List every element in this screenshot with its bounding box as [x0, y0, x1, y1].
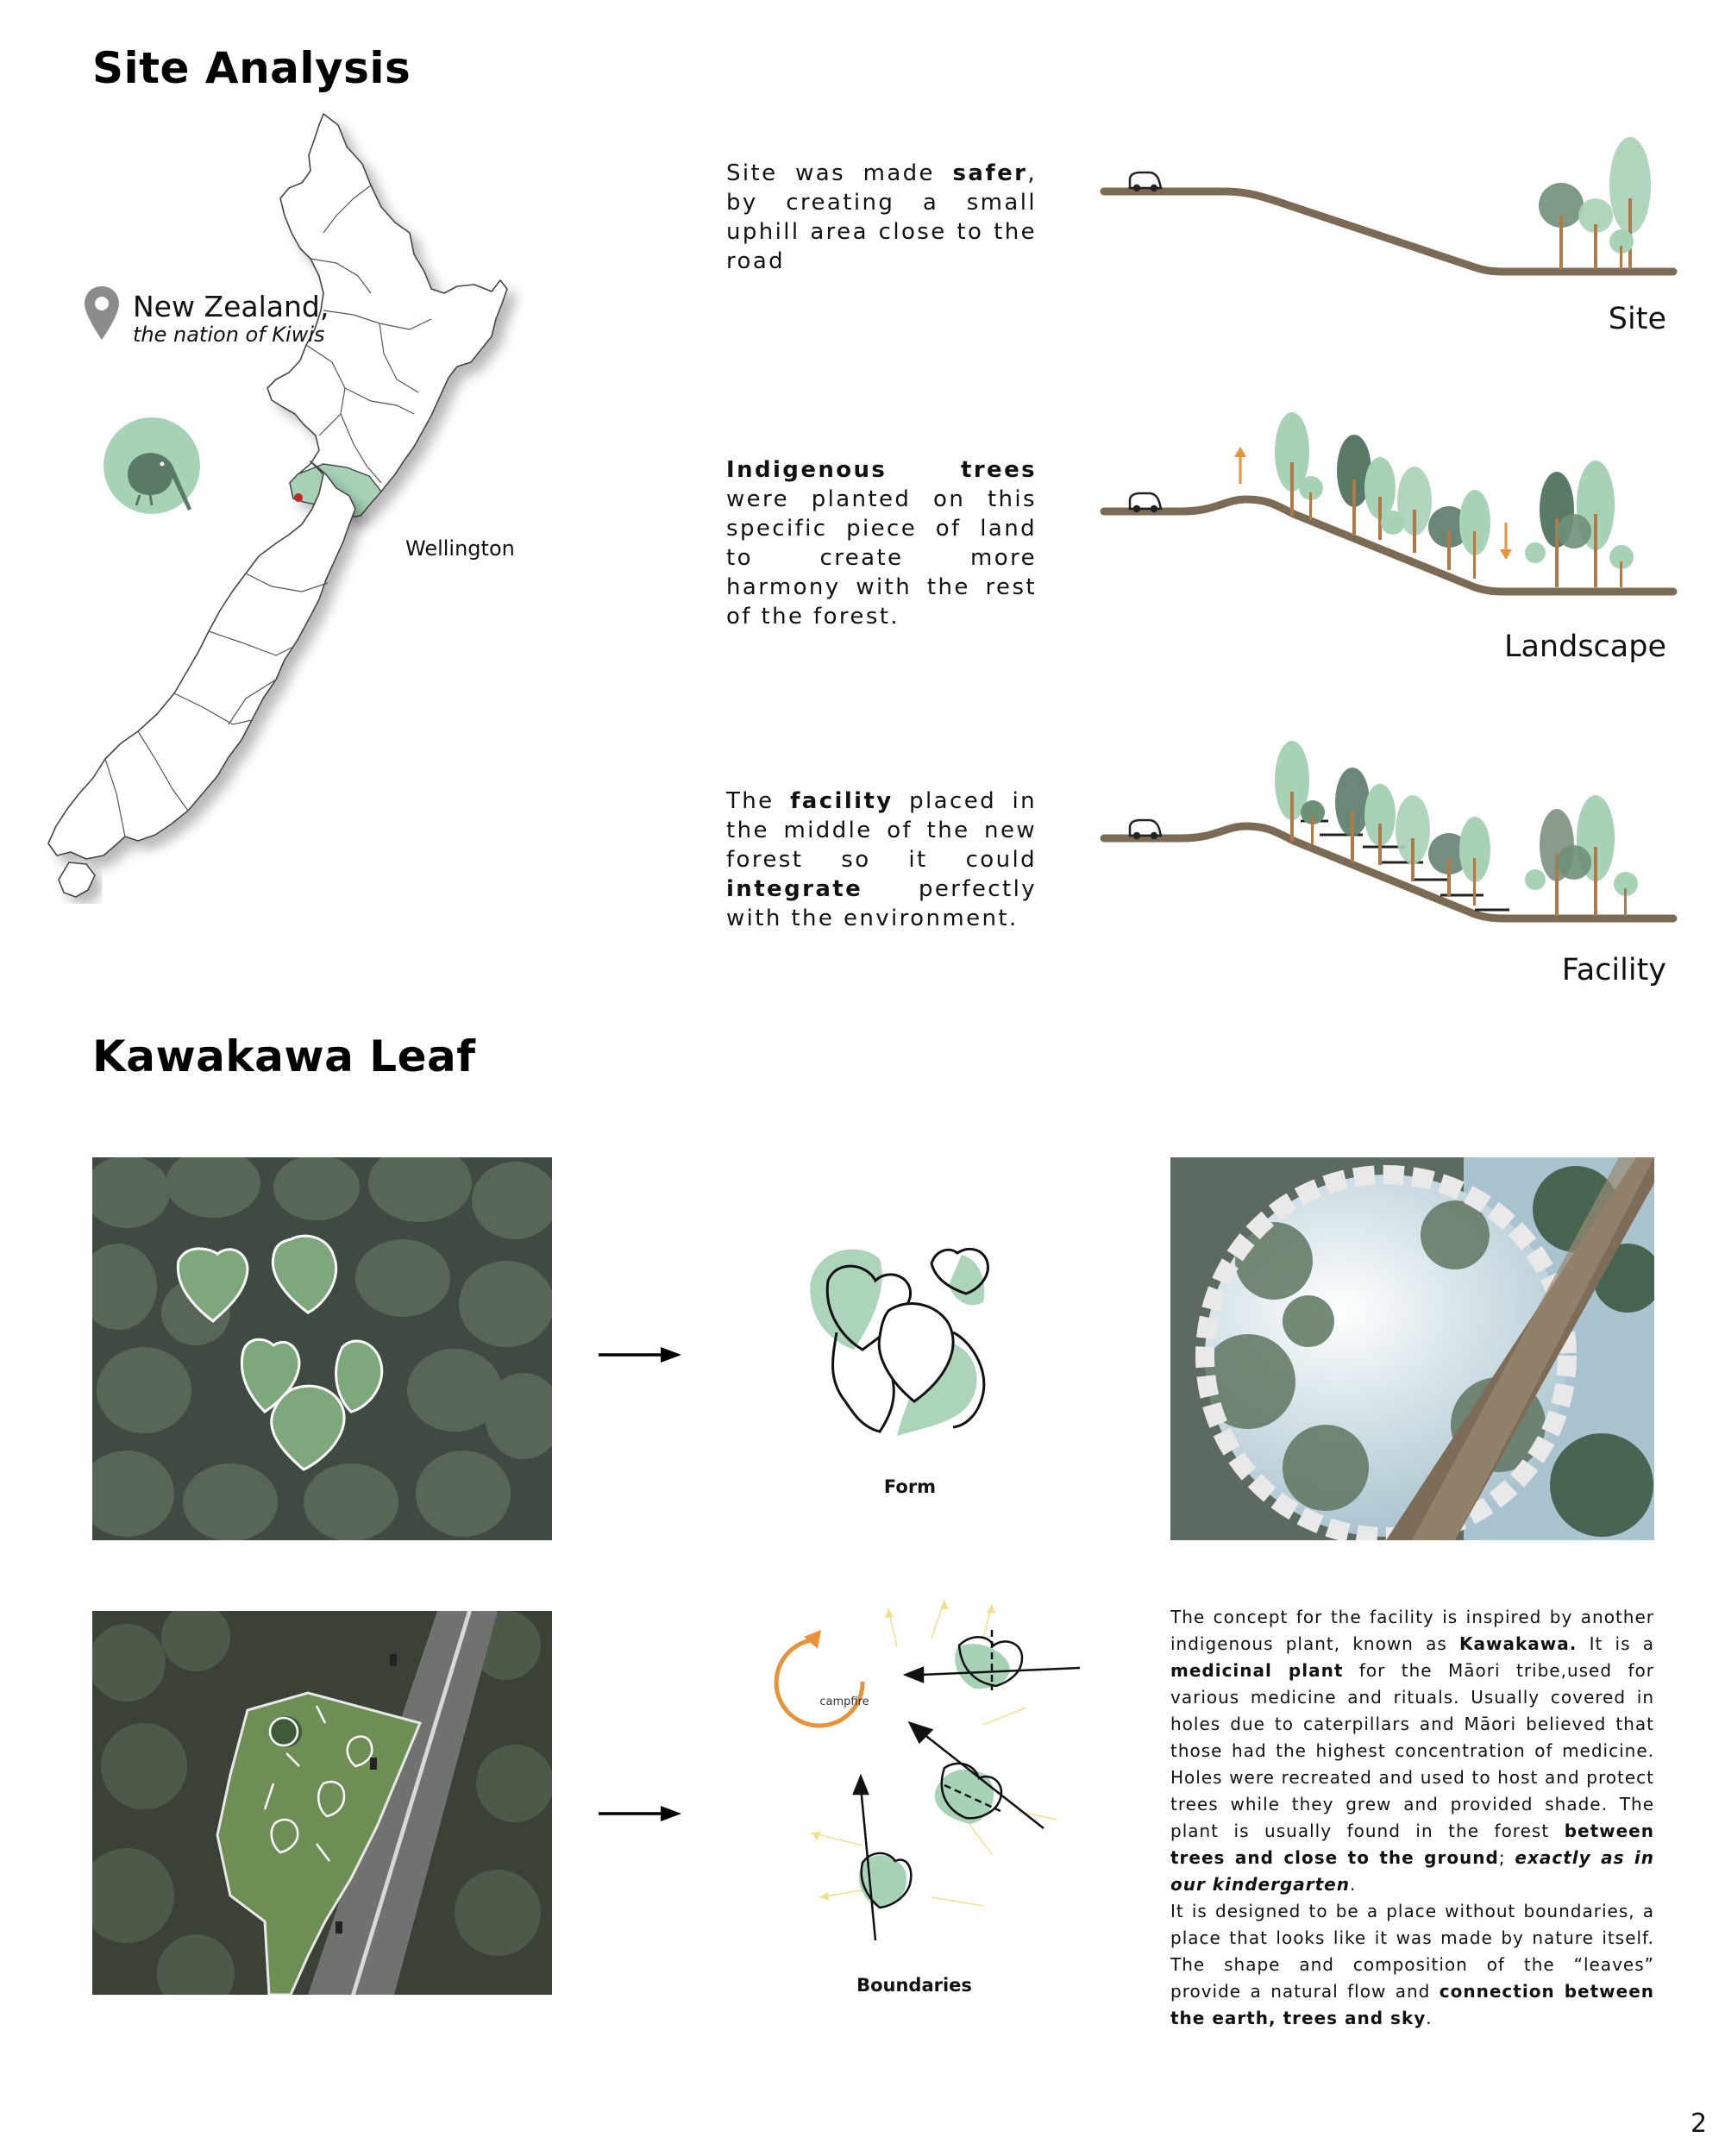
landscape-statement: Indigenous trees were planted on this specific piece of land to create more harmony with the rest of the forest. — [726, 457, 1037, 630]
car-icon — [1130, 820, 1161, 838]
tree-hole-render — [1170, 1157, 1654, 1540]
arrow-right-icon — [597, 1804, 683, 1823]
facility-statement: The facility placed in the middle of the new forest so it could integrate perfectly with the environment. — [726, 788, 1037, 931]
form-diagram — [794, 1229, 1035, 1462]
wellington-marker — [294, 493, 303, 502]
arrow-right-icon — [597, 1345, 683, 1364]
boundaries-caption: Boundaries — [856, 1975, 972, 1996]
arrow-up-icon — [1234, 447, 1246, 484]
page-number: 2 — [1690, 2109, 1708, 2139]
location-title: New Zealand, — [133, 290, 329, 323]
facility-profile-diagram — [1095, 733, 1682, 940]
boundaries-diagram — [759, 1587, 1104, 1966]
concept-paragraph: The concept for the facility is inspired by another indigenous plant, known as Kawakawa. It is a medicinal plant for the Māori tribe,used for various medicine and rituals. Usually covered in holes due to caterpillars and Māori believed that those had the highest concentration of medicine. Holes were recreated and used to host and protect trees while they grew and provided shade. The plant is usually found in the forest between trees and close to the ground; exactly as in our kindergarten. It is designed to be a place without boundaries, a place that looks like it was made by nature itself. The shape and composition of the “leaves” provide a natural flow and connection between the earth, trees and sky. — [1170, 1607, 1655, 2028]
kiwi-bird-icon — [102, 416, 202, 516]
wellington-label: Wellington — [405, 536, 515, 561]
location-subtitle: the nation of Kiwis — [133, 323, 325, 347]
landscape-label: Landscape — [1503, 630, 1666, 664]
aerial-site-photo — [92, 1611, 552, 1995]
tree-cluster — [1539, 137, 1651, 269]
kawakawa-leaf-heading: Kawakawa Leaf — [92, 1031, 476, 1081]
campfire-cycle-icon — [776, 1630, 862, 1726]
site-profile-diagram — [1095, 129, 1682, 285]
car-icon — [1130, 172, 1161, 191]
campfire-label: campfire — [819, 1695, 869, 1708]
car-icon — [1130, 493, 1161, 511]
tree-cluster — [1275, 741, 1638, 916]
site-statement: Site was made safer, by creating a small uphill area close to the road — [726, 160, 1037, 274]
tree-cluster — [1275, 412, 1634, 587]
site-label: Site — [1608, 302, 1666, 336]
location-pin-icon — [82, 285, 122, 342]
landscape-profile-diagram — [1095, 402, 1682, 609]
facility-label: Facility — [1561, 953, 1666, 987]
site-analysis-heading: Site Analysis — [92, 43, 411, 93]
arrow-down-icon — [1500, 523, 1512, 560]
form-caption: Form — [883, 1476, 937, 1497]
kawakawa-leaves-photo — [92, 1157, 552, 1540]
